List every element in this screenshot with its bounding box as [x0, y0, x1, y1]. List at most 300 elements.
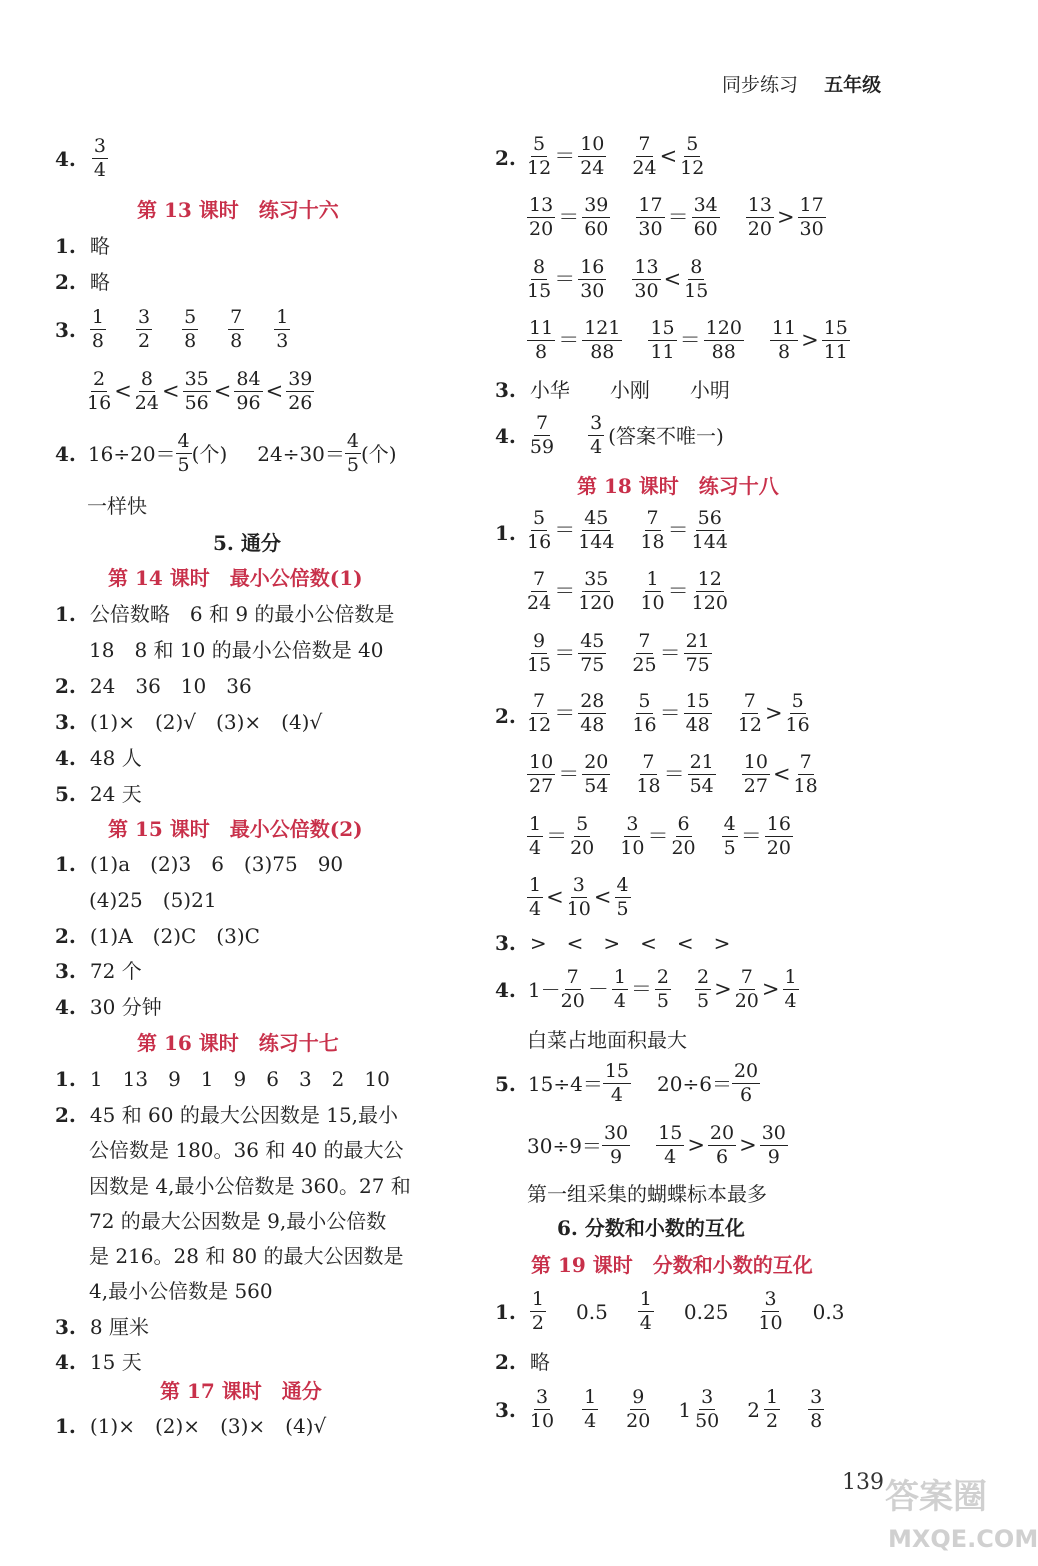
operator: ＝	[667, 205, 689, 230]
denominator: 4	[590, 435, 603, 458]
denominator: 5	[697, 989, 710, 1012]
fraction	[822, 319, 850, 363]
numerator: 1	[276, 306, 289, 328]
denominator: 11	[823, 340, 848, 363]
fraction	[783, 968, 799, 1012]
numerator: 7	[533, 568, 546, 590]
expression: 30÷9＝	[527, 1133, 602, 1158]
numerator: 28	[580, 690, 605, 712]
relation-row	[527, 815, 793, 859]
fraction	[655, 968, 671, 1012]
fraction	[684, 632, 712, 676]
question-5-line2	[527, 1124, 788, 1168]
unit-heading: 5. 通分	[213, 531, 281, 555]
fraction	[656, 1124, 684, 1168]
denominator: 2	[531, 1311, 544, 1334]
answer-text: 72 的最大公因数是 9,最小公倍数	[89, 1209, 387, 1233]
denominator: 144	[578, 530, 615, 553]
numerator: 15	[685, 690, 710, 712]
answer-line	[89, 1211, 386, 1231]
numerator: 8	[140, 368, 153, 390]
fraction	[680, 135, 704, 179]
answer-line	[55, 1352, 142, 1372]
denominator: 120	[578, 591, 615, 614]
operator: ＝	[554, 267, 576, 292]
denominator: 60	[693, 217, 718, 240]
denominator: 15	[527, 653, 552, 676]
operator: ＝	[554, 144, 576, 169]
relation-row	[527, 570, 728, 614]
denominator: 20	[766, 836, 791, 859]
question-number: 2.	[55, 1103, 76, 1127]
operator: >	[687, 1133, 705, 1158]
denominator: 24	[632, 156, 657, 179]
fraction	[648, 319, 676, 363]
question-number: 1.	[55, 1067, 76, 1091]
numerator: 1	[766, 1386, 779, 1408]
fraction-relation	[640, 570, 727, 614]
denominator: 10	[640, 591, 665, 614]
question-number: 3.	[495, 931, 516, 955]
numerator: 15	[658, 1122, 683, 1144]
fraction	[688, 753, 716, 797]
fraction	[636, 196, 664, 240]
numerator: 4	[177, 430, 190, 452]
denominator: 48	[580, 713, 605, 736]
fraction-relation	[527, 632, 606, 676]
fraction	[527, 196, 555, 240]
fraction-relation	[636, 196, 719, 240]
numerator: 3	[137, 306, 151, 328]
numerator: 1	[531, 1288, 544, 1310]
numerator: 5	[184, 306, 197, 328]
numerator: 2	[697, 966, 710, 988]
decimal: 0.25	[683, 1299, 729, 1324]
denominator: 9	[767, 1145, 780, 1168]
denominator: 56	[184, 391, 209, 414]
denominator: 120	[691, 591, 728, 614]
denominator: 6	[715, 1145, 729, 1168]
operator: ＝	[647, 824, 669, 849]
fraction	[632, 692, 656, 736]
operator: －	[587, 977, 609, 1002]
comparison-chain	[695, 968, 799, 1012]
question-number: 1.	[55, 602, 76, 626]
question-number: 4.	[55, 746, 76, 770]
answer-text: 略	[529, 1350, 550, 1374]
fraction	[636, 753, 660, 797]
numerator: 20	[584, 751, 609, 773]
relation-row	[527, 509, 728, 553]
denominator: 4	[529, 836, 542, 859]
numerator: 21	[689, 751, 714, 773]
page-number: 139	[842, 1470, 884, 1495]
answer-text: 72 个	[89, 959, 142, 983]
denominator: 54	[689, 774, 714, 797]
fraction	[632, 258, 660, 302]
denominator: 60	[584, 217, 609, 240]
whole: 1	[678, 1397, 692, 1422]
denominator: 5	[723, 836, 736, 859]
numerator: 8	[690, 256, 703, 278]
denominator: 16	[785, 713, 810, 736]
numerator: 39	[584, 194, 609, 216]
fraction	[530, 414, 554, 458]
fraction	[228, 308, 244, 352]
numerator: 8	[533, 256, 546, 278]
operator: ＝	[667, 518, 689, 543]
fraction	[684, 692, 712, 736]
fraction	[732, 1062, 760, 1106]
fraction	[695, 1388, 719, 1432]
answer-line	[89, 1281, 273, 1301]
answer-text: 是 216。28 和 80 的最大公因数是	[89, 1244, 404, 1268]
answer-text: (1)× (2)√ (3)× (4)√	[89, 710, 323, 734]
fraction	[578, 258, 606, 302]
question-number: 4.	[55, 1350, 76, 1374]
denominator: 16	[527, 530, 552, 553]
answer-text: 15 天	[89, 1350, 142, 1374]
numerator: 120	[705, 317, 742, 339]
numerator: 13	[747, 194, 772, 216]
fraction	[588, 414, 604, 458]
numerator: 16	[580, 256, 605, 278]
fraction	[798, 196, 826, 240]
note: (答案不唯一)	[608, 423, 724, 448]
denominator: 10	[566, 897, 591, 920]
mixed-number	[747, 1388, 780, 1432]
numerator: 4	[616, 874, 629, 896]
fraction-relation	[527, 815, 594, 859]
numerator: 30	[603, 1122, 629, 1144]
numerator: 45	[580, 630, 605, 652]
numerator: 7	[535, 412, 549, 434]
operator: <	[161, 379, 180, 404]
numerator: 6	[677, 813, 690, 835]
fraction	[527, 570, 551, 614]
fraction	[742, 753, 770, 797]
fraction	[578, 509, 614, 553]
fraction	[527, 258, 551, 302]
fraction	[794, 753, 818, 797]
fraction-relation	[620, 815, 695, 859]
denominator: 30	[638, 217, 663, 240]
denominator: 12	[527, 713, 552, 736]
numerator: 13	[529, 194, 554, 216]
numerator: 3	[535, 1386, 549, 1408]
denominator: 4	[639, 1311, 652, 1334]
answer-line	[89, 1140, 404, 1160]
fraction	[758, 1290, 782, 1334]
decimal: 0.5	[575, 1299, 608, 1324]
numerator: 7	[533, 690, 546, 712]
answer-text: 8 厘米	[89, 1315, 149, 1339]
denominator: 8	[91, 329, 104, 352]
fraction	[87, 370, 111, 414]
denominator: 15	[527, 279, 552, 302]
lesson-title: 第 13 课时 练习十六	[137, 198, 339, 222]
mixed-number	[678, 1388, 719, 1432]
fraction-relation	[632, 258, 708, 302]
question-number: 1.	[495, 1299, 516, 1324]
numerator: 2	[656, 966, 669, 988]
denominator: 75	[685, 653, 710, 676]
fraction	[527, 509, 551, 553]
fraction-relation	[636, 753, 715, 797]
denominator: 10	[620, 836, 645, 859]
numerator: 15	[823, 317, 848, 339]
whole: 2	[747, 1397, 761, 1422]
answer-text: 30 分钟	[89, 995, 162, 1019]
numerator: 7	[638, 630, 651, 652]
relation-row	[527, 196, 826, 240]
fraction	[764, 1388, 780, 1432]
operator: ＝	[659, 701, 681, 726]
operator: ＝	[546, 824, 568, 849]
unit-heading: 6. 分数和小数的互化	[557, 1216, 745, 1240]
numerator: 10	[580, 133, 605, 155]
fraction	[527, 319, 555, 363]
operator: <	[265, 379, 284, 404]
lesson-title: 第 18 课时 练习十八	[577, 474, 779, 498]
numerator: 5	[686, 133, 699, 155]
question-number: 4.	[55, 441, 76, 466]
fraction	[746, 196, 774, 240]
numerator: 15	[604, 1060, 630, 1082]
numerator: 21	[685, 630, 710, 652]
answer-text: 24 天	[89, 782, 142, 806]
answer-text: 18 8 和 10 的最小公倍数是 40	[89, 638, 384, 662]
question-number: 3.	[495, 1397, 516, 1422]
answer-text: > < > < < >	[529, 931, 731, 955]
numerator: 9	[632, 1386, 645, 1408]
watermark-logo: 答案圈	[885, 1477, 987, 1517]
fraction-relation	[632, 632, 711, 676]
fraction	[692, 509, 728, 553]
operator: ＝	[659, 641, 681, 666]
answer-text: 45 和 60 的最大公因数是 15,最小	[89, 1103, 399, 1127]
denominator: 50	[695, 1409, 720, 1432]
fraction	[695, 968, 711, 1012]
fraction	[582, 319, 622, 363]
fraction-relation	[632, 135, 704, 179]
question-number: 4.	[495, 423, 516, 448]
denominator: 27	[743, 774, 768, 797]
fraction	[722, 815, 738, 859]
denominator: 30	[634, 279, 659, 302]
numerator: 7	[230, 306, 243, 328]
question-number: 3.	[55, 317, 76, 342]
denominator: 10	[529, 1409, 555, 1432]
numerator: 1	[529, 813, 542, 835]
denominator: 20	[560, 989, 585, 1012]
fraction-relation	[738, 692, 810, 736]
numerator: 3	[572, 874, 585, 896]
numerator: 1	[784, 966, 797, 988]
fraction	[530, 1290, 546, 1334]
numerator: 5	[533, 507, 546, 529]
denominator: 12	[680, 156, 705, 179]
numerator: 3	[701, 1386, 714, 1408]
answer-text: 公倍数是 180。36 和 40 的最大公	[89, 1138, 404, 1162]
question-4	[495, 414, 724, 458]
denominator: 4	[664, 1145, 677, 1168]
fraction	[530, 1388, 554, 1432]
numerator: 7	[566, 966, 579, 988]
denominator: 48	[685, 713, 710, 736]
numerator: 11	[771, 317, 797, 339]
denominator: 20	[671, 836, 696, 859]
answer-line	[55, 236, 110, 256]
relation-row	[527, 135, 704, 179]
operator: <	[114, 379, 132, 404]
fraction	[735, 968, 759, 1012]
denominator: 4	[784, 989, 797, 1012]
numerator: 121	[584, 317, 621, 339]
denominator: 4	[613, 989, 626, 1012]
fraction	[183, 370, 211, 414]
answer-line	[495, 380, 730, 400]
fraction	[684, 258, 708, 302]
numerator: 1	[639, 1288, 652, 1310]
numerator: 56	[697, 507, 722, 529]
fraction	[765, 815, 793, 859]
question-4	[495, 968, 799, 1012]
denominator: 54	[584, 774, 609, 797]
denominator: 18	[793, 774, 818, 797]
denominator: 18	[640, 530, 665, 553]
answer-line	[55, 784, 142, 804]
fraction	[182, 308, 198, 352]
lesson-title: 第 14 课时 最小公倍数(1)	[108, 566, 363, 590]
denominator: 8	[184, 329, 197, 352]
fraction	[615, 876, 631, 920]
numerator: 35	[184, 368, 209, 390]
expression: 16÷20＝	[87, 441, 176, 466]
operator: ＝	[679, 328, 701, 353]
answer-line	[55, 997, 162, 1017]
denominator: 6	[740, 1083, 753, 1106]
lesson-title: 第 17 课时 通分	[160, 1379, 322, 1403]
question-number: 5.	[55, 782, 76, 806]
fraction	[704, 319, 744, 363]
answer-line	[55, 1317, 149, 1337]
comparison-chain	[656, 1124, 788, 1168]
answer-text: 因数是 4,最小公倍数是 360。27 和	[89, 1174, 411, 1198]
unit: (个)	[191, 441, 228, 466]
operator: >	[764, 701, 783, 726]
answer-text: 略	[89, 270, 110, 294]
operator: <	[593, 885, 612, 910]
lesson-title: 第 15 课时 最小公倍数(2)	[108, 817, 363, 841]
answer-text: 48 人	[89, 746, 142, 770]
operator: ＝	[630, 977, 652, 1002]
answer-line	[55, 1069, 390, 1089]
denominator: 30	[580, 279, 605, 302]
fraction	[578, 570, 614, 614]
denominator: 24	[134, 391, 159, 414]
relation-row	[527, 692, 810, 736]
denominator: 8	[535, 340, 548, 363]
fraction	[274, 308, 290, 352]
numerator: 16	[766, 813, 791, 835]
fraction	[578, 135, 606, 179]
lesson-title: 第 19 课时 分数和小数的互化	[531, 1253, 813, 1277]
answer-text: 1 13 9 1 9 6 3 2 10	[89, 1067, 390, 1091]
numerator: 45	[584, 507, 609, 529]
relation-row	[527, 319, 850, 363]
fraction	[760, 1124, 788, 1168]
numerator: 30	[761, 1122, 786, 1144]
fraction	[286, 370, 314, 414]
denominator: 16	[87, 391, 112, 414]
numerator: 7	[642, 751, 655, 773]
answer-line	[55, 926, 260, 946]
expression: 20÷6＝	[657, 1071, 732, 1096]
fraction	[345, 432, 361, 476]
fraction	[582, 1388, 598, 1432]
denominator: 4	[584, 1409, 597, 1432]
numerator: 5	[791, 690, 804, 712]
denominator: 88	[711, 340, 736, 363]
fraction	[626, 1388, 650, 1432]
denominator: 59	[529, 435, 555, 458]
fraction-relation	[527, 135, 606, 179]
operator: ＝	[558, 762, 580, 787]
answer-text: 第一组采集的蝴蝶标本最多	[527, 1182, 767, 1206]
answer-line	[55, 854, 343, 874]
fraction	[738, 692, 762, 736]
operator: ＝	[554, 701, 576, 726]
denominator: 3	[276, 329, 289, 352]
fraction	[602, 1124, 630, 1168]
numerator: 5	[638, 690, 651, 712]
fraction	[135, 370, 159, 414]
question-4	[55, 432, 397, 476]
fraction	[770, 319, 798, 363]
answer-text: 24 36 10 36	[89, 674, 252, 698]
fraction	[692, 570, 728, 614]
book-name: 同步练习	[722, 74, 799, 96]
operator: >	[801, 328, 819, 353]
numerator: 10	[743, 751, 768, 773]
answer-text: 一样快	[87, 494, 147, 518]
fraction	[582, 753, 610, 797]
question-number: 5.	[495, 1071, 516, 1096]
fraction-relation	[746, 196, 826, 240]
operator: <	[772, 762, 791, 787]
denominator: 20	[529, 217, 554, 240]
denominator: 18	[636, 774, 661, 797]
question-4-top	[55, 137, 108, 181]
denominator: 5	[177, 453, 190, 476]
fraction	[640, 509, 664, 553]
numerator: 1	[613, 966, 626, 988]
question-3	[55, 308, 290, 352]
fraction-relation	[770, 319, 850, 363]
denominator: 16	[632, 713, 657, 736]
question-number: 4.	[495, 977, 516, 1002]
grade-label: 五年级	[824, 74, 882, 96]
fraction	[603, 1062, 631, 1106]
denominator: 9	[609, 1145, 623, 1168]
question-5	[495, 1062, 760, 1106]
numerator: 3	[810, 1386, 823, 1408]
fraction	[808, 1388, 824, 1432]
denominator: 30	[799, 217, 824, 240]
answer-line	[55, 676, 252, 696]
question-number: 3.	[55, 1315, 76, 1339]
